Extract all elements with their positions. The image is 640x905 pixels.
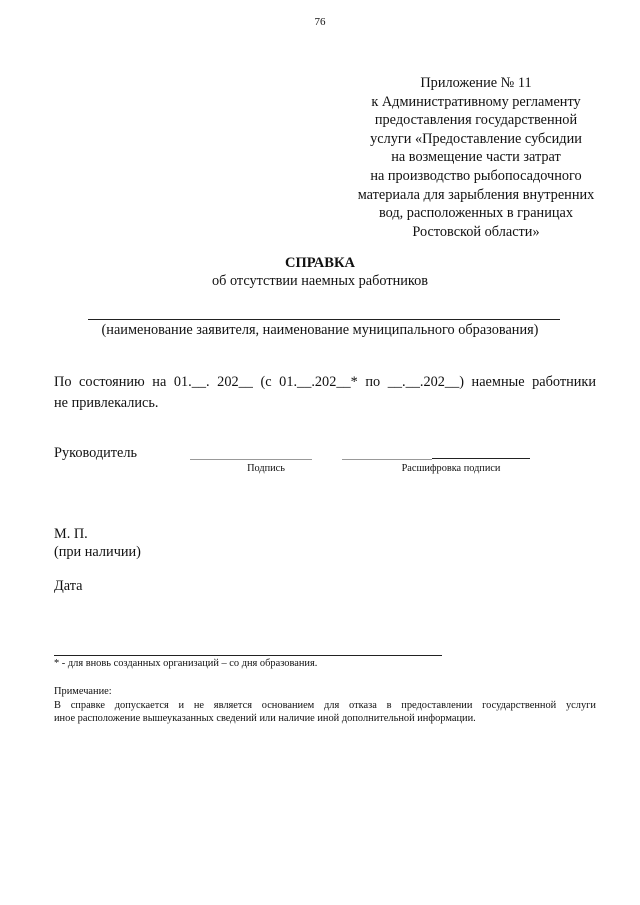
appendix-line: предоставления государственной: [374, 112, 578, 129]
appendix-line: к Административному регламенту: [371, 93, 581, 110]
appendix-line: услуги «Предоставление субсидии: [370, 130, 582, 147]
period-statement-line1: По состоянию на 01.__. 202__ (с 01.__.202__* по __.__.202__) наемные работники: [54, 374, 596, 390]
document-title: СПРАВКА: [285, 255, 355, 271]
appendix-line: Приложение № 11: [420, 75, 532, 91]
signature-decoding-line: [342, 459, 432, 460]
note-text: [54, 699, 596, 725]
stamp-label: М. П.: [54, 526, 88, 542]
signature-decoding-caption: Расшифровка подписи: [401, 463, 501, 474]
note-line: иное расположение вышеуказанных сведений или наличие иной дополнительной информации.: [54, 713, 476, 724]
appendix-line: на возмещение части затрат: [391, 149, 561, 166]
appendix-line: Ростовской области»: [412, 223, 540, 240]
appendix-heading: [330, 74, 622, 241]
document-subtitle: об отсутствии наемных работников: [211, 273, 429, 289]
signature-decoding-line-solid: [432, 458, 530, 459]
date-label: Дата: [54, 578, 83, 594]
footnote: * - для вновь созданных организаций – со дня образования.: [54, 658, 318, 669]
signature-line: [190, 459, 312, 460]
applicant-caption: (наименование заявителя, наименование муниципального образования): [101, 322, 539, 338]
appendix-line: на производство рыбопосадочного: [370, 167, 582, 184]
page-number: 76: [314, 16, 326, 28]
stamp-note: (при наличии): [54, 544, 141, 560]
period-statement-line2: не привлекались.: [54, 395, 159, 411]
signature-caption: Подпись: [247, 463, 285, 474]
stamp-block: [54, 525, 141, 561]
note-line: В справке допускается и не является основанием для отказа в предоставлении государственной услуги: [54, 700, 596, 711]
head-label: Руководитель: [54, 445, 138, 461]
note-heading: Примечание:: [54, 686, 112, 697]
appendix-line: вод, расположенных в границах: [379, 205, 573, 222]
footnote-divider: [54, 655, 442, 656]
document-title-block: [0, 254, 640, 290]
appendix-line: материала для зарыбления внутренних: [357, 186, 595, 203]
applicant-name-line: [88, 319, 560, 320]
